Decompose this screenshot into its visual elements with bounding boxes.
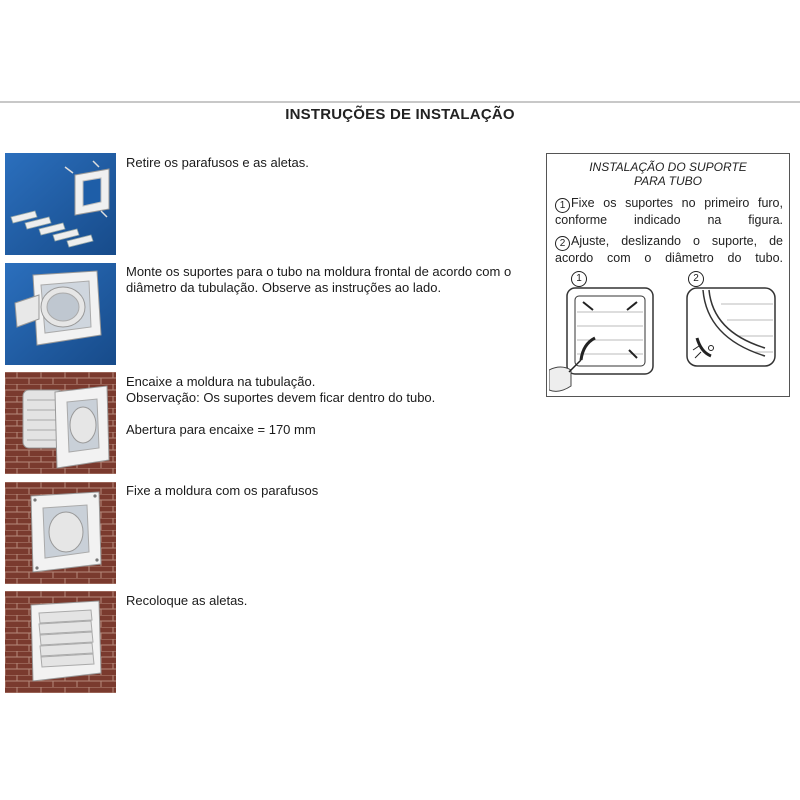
step-4-instruction: Fixe a moldura com os parafusos xyxy=(126,483,319,498)
page-title: INSTRUÇÕES DE INSTALAÇÃO xyxy=(285,106,515,123)
figure-1-number: 1 xyxy=(571,271,587,287)
step-4-text xyxy=(126,483,526,499)
step-1-text xyxy=(126,155,526,171)
step-2-text xyxy=(126,264,536,296)
step-1-instruction: Retire os parafusos e as aletas. xyxy=(126,155,309,170)
figure-1-frame-brackets xyxy=(549,286,655,399)
step-3-opening: Abertura para encaixe = 170 mm xyxy=(126,422,316,437)
item-2-number-badge: 2 xyxy=(555,236,570,251)
panel-title-line-1: INSTALAÇÃO DO SUPORTE xyxy=(589,160,747,174)
step-5-instruction: Recoloque as aletas. xyxy=(126,593,248,608)
step-3-illustration xyxy=(5,372,116,474)
panel-title-line-2: PARA TUBO xyxy=(633,174,702,188)
item-1-text: Fixe os suportes no primeiro furo, conforme indicado na figura. xyxy=(555,196,783,227)
figure-2-slide-bracket xyxy=(681,286,781,375)
step-4-illustration xyxy=(5,482,116,584)
bracket-installation-panel xyxy=(546,153,790,397)
step-2-illustration xyxy=(5,263,116,365)
step-5-illustration xyxy=(5,591,116,693)
panel-item-2 xyxy=(555,234,783,266)
step-1-illustration xyxy=(5,153,116,255)
item-2-text: Ajuste, deslizando o suporte, de acordo com o diâmetro do tubo. xyxy=(555,234,783,265)
header-rule xyxy=(0,101,800,103)
item-1-number-badge: 1 xyxy=(555,198,570,213)
step-2-instruction: Monte os suportes para o tubo na moldura frontal de acordo com o diâmetro da tubulação. Observe as instruções ao lado. xyxy=(126,264,512,295)
step-3-instruction: Encaixe a moldura na tubulação. xyxy=(126,374,316,389)
step-3-text xyxy=(126,374,526,438)
step-3-note: Observação: Os suportes devem ficar dentro do tubo. xyxy=(126,390,436,405)
panel-item-1 xyxy=(555,196,783,228)
step-5-text xyxy=(126,593,526,609)
figure-2-number: 2 xyxy=(688,271,704,287)
panel-title xyxy=(547,160,789,188)
